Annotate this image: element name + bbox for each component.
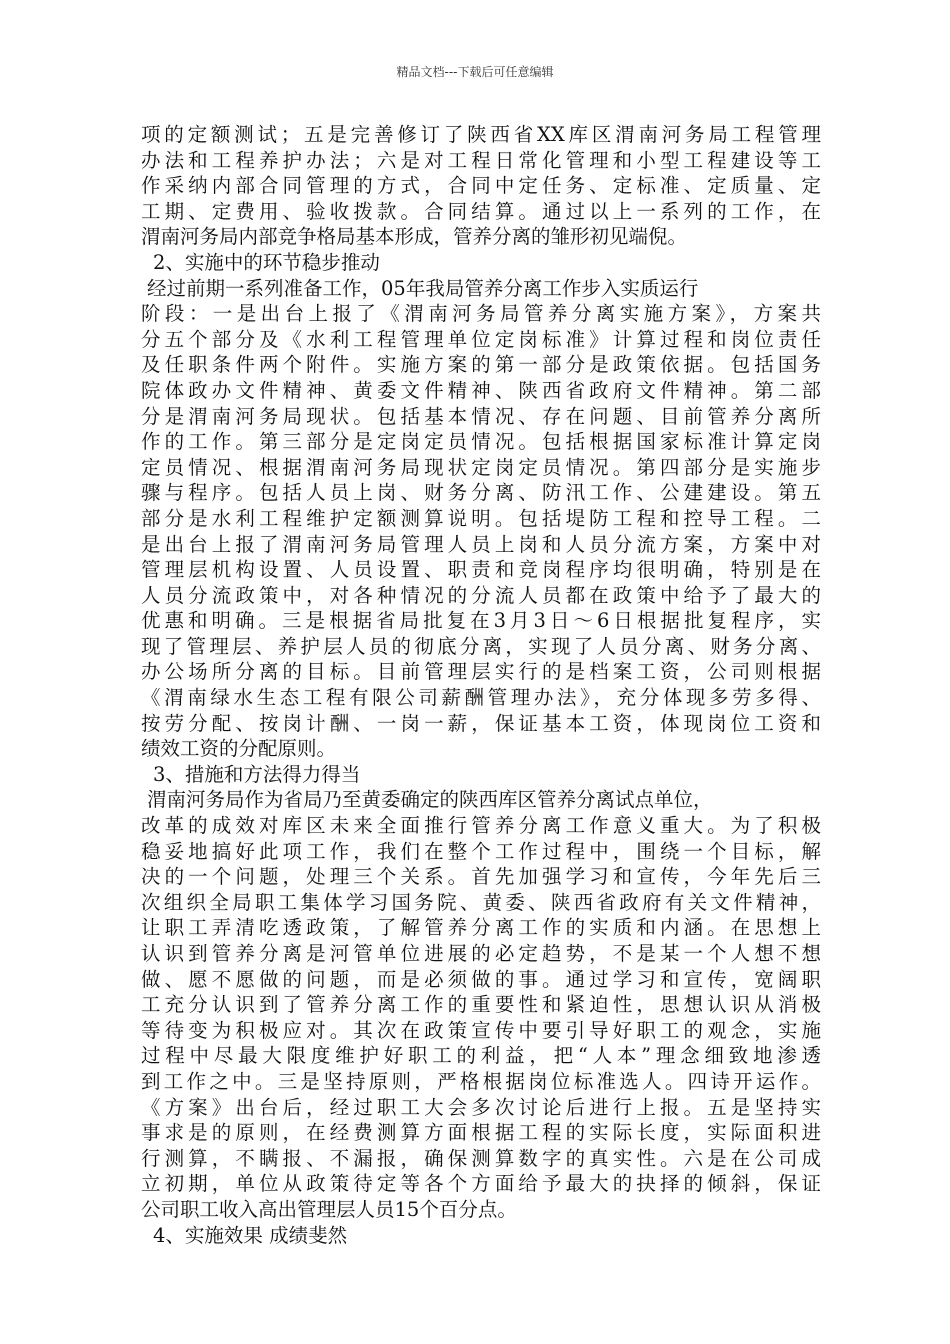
text-line: 管理层机构设置、人员设置、职责和竞岗程序均很明确，特别是在	[141, 558, 821, 582]
text-line: 办法和工程养护办法；六是对工程日常化管理和小型工程建设等工	[141, 148, 821, 172]
page-header: 精品文档---下载后可任意编辑	[396, 65, 554, 79]
text-line: 是出台上报了渭南河务局管理人员上岗和人员分流方案，方案中对	[141, 532, 821, 556]
section-heading: 3、措施和方法得力得当	[153, 762, 361, 786]
text-line: 行测算，不瞒报、不漏报，确保测算数字的真实性。六是在公司成	[141, 1146, 821, 1170]
text-line: 次组织全局职工集体学习国务院、黄委、陕西省政府有关文件精神，	[141, 890, 821, 914]
text-line: 渭南河务局内部竞争格局基本形成，管养分离的雏形初见端倪。	[141, 225, 688, 249]
text-line: 及任职条件两个附件。实施方案的第一部分是政策依据。包括国务	[141, 353, 821, 377]
text-line: 到工作之中。三是坚持原则，严格根据岗位标准选人。四诗开运作。	[141, 1069, 821, 1093]
text-line: 过程中尽最大限度维护好职工的利益，把“人本”理念细致地渗透	[141, 1044, 821, 1068]
text-line: 作采纳内部合同管理的方式，合同中定任务、定标准、定质量、定	[141, 174, 821, 198]
text-line: 现了管理层、养护层人员的彻底分离，实现了人员分离、财务分离、	[141, 634, 821, 658]
section-heading: 2、实施中的环节稳步推动	[153, 250, 380, 274]
text-line: 定员情况、根据渭南河务局现状定岗定员情况。第四部分是实施步	[141, 455, 821, 479]
text-line: 院体政办文件精神、黄委文件精神、陕西省政府文件精神。第二部	[141, 378, 821, 402]
text-line: 办公场所分离的目标。目前管理层实行的是档案工资，公司则根据	[141, 660, 821, 684]
text-line: 工期、定费用、验收拨款。合同结算。通过以上一系列的工作，在	[141, 199, 821, 223]
text-line: 阶段：一是出台上报了《渭南河务局管养分离实施方案》，方案共	[141, 302, 821, 326]
text-line: 立初期，单位从政策待定等各个方面给予最大的抉择的倾斜，保证	[141, 1172, 821, 1196]
text-line: 绩效工资的分配原则。	[141, 737, 337, 761]
text-line: 经过前期一系列准备工作，05年我局管养分离工作步入实质运行	[147, 276, 699, 300]
document-body	[141, 122, 821, 1248]
text-line: 改革的成效对库区未来全面推行管养分离工作意义重大。为了积极	[141, 814, 821, 838]
text-line: 等待变为积极应对。其次在政策宣传中要引导好职工的观念，实施	[141, 1018, 821, 1042]
text-line: 按劳分配、按岗计酬、一岗一薪，保证基本工资，体现岗位工资和	[141, 711, 821, 735]
text-line: 优惠和明确。三是根据省局批复在3月3日～6日根据批复程序，实	[141, 609, 821, 633]
text-line: 决的一个问题，处理三个关系。首先加强学习和宣传，今年先后三	[141, 865, 821, 889]
text-line: 稳妥地搞好此项工作，我们在整个工作过程中，围绕一个目标，解	[141, 839, 821, 863]
text-line: 分五个部分及《水利工程管理单位定岗标准》计算过程和岗位责任	[141, 327, 821, 351]
text-line: 让职工弄清吃透政策，了解管养分离工作的实质和内涵。在思想上	[141, 916, 821, 940]
text-line: 分是渭南河务局现状。包括基本情况、存在问题、目前管养分离所	[141, 404, 821, 428]
text-line: 工充分认识到了管养分离工作的重要性和紧迫性，思想认识从消极	[141, 993, 821, 1017]
text-line: 公司职工收入高出管理层人员15个百分点。	[141, 1197, 517, 1221]
text-line: 人员分流政策中，对各种情况的分流人员都在政策中给予了最大的	[141, 583, 821, 607]
text-line: 项的定额测试；五是完善修订了陕西省XX库区渭南河务局工程管理	[141, 123, 821, 146]
text-line: 《渭南绿水生态工程有限公司薪酬管理办法》，充分体现多劳多得、	[141, 686, 821, 710]
text-line: 做、愿不愿做的问题，而是必须做的事。通过学习和宣传，宽阔职	[141, 967, 821, 991]
text-line: 渭南河务局作为省局乃至黄委确定的陕西库区管养分离试点单位，	[147, 788, 713, 812]
text-line: 事求是的原则，在经费测算方面根据工程的实际长度，实际面积进	[141, 1121, 821, 1145]
text-line: 《方案》出台后，经过职工大会多次讨论后进行上报。五是坚持实	[141, 1095, 821, 1119]
text-line: 作的工作。第三部分是定岗定员情况。包括根据国家标准计算定岗	[141, 430, 821, 454]
text-line: 骤与程序。包括人员上岗、财务分离、防汛工作、公建建设。第五	[141, 481, 821, 505]
section-heading: 4、实施效果 成绩斐然	[153, 1223, 348, 1247]
text-line: 认识到管养分离是河管单位进展的必定趋势，不是某一个人想不想	[141, 942, 821, 965]
text-line: 部分是水利工程维护定额测算说明。包括堤防工程和控导工程。二	[141, 506, 821, 530]
